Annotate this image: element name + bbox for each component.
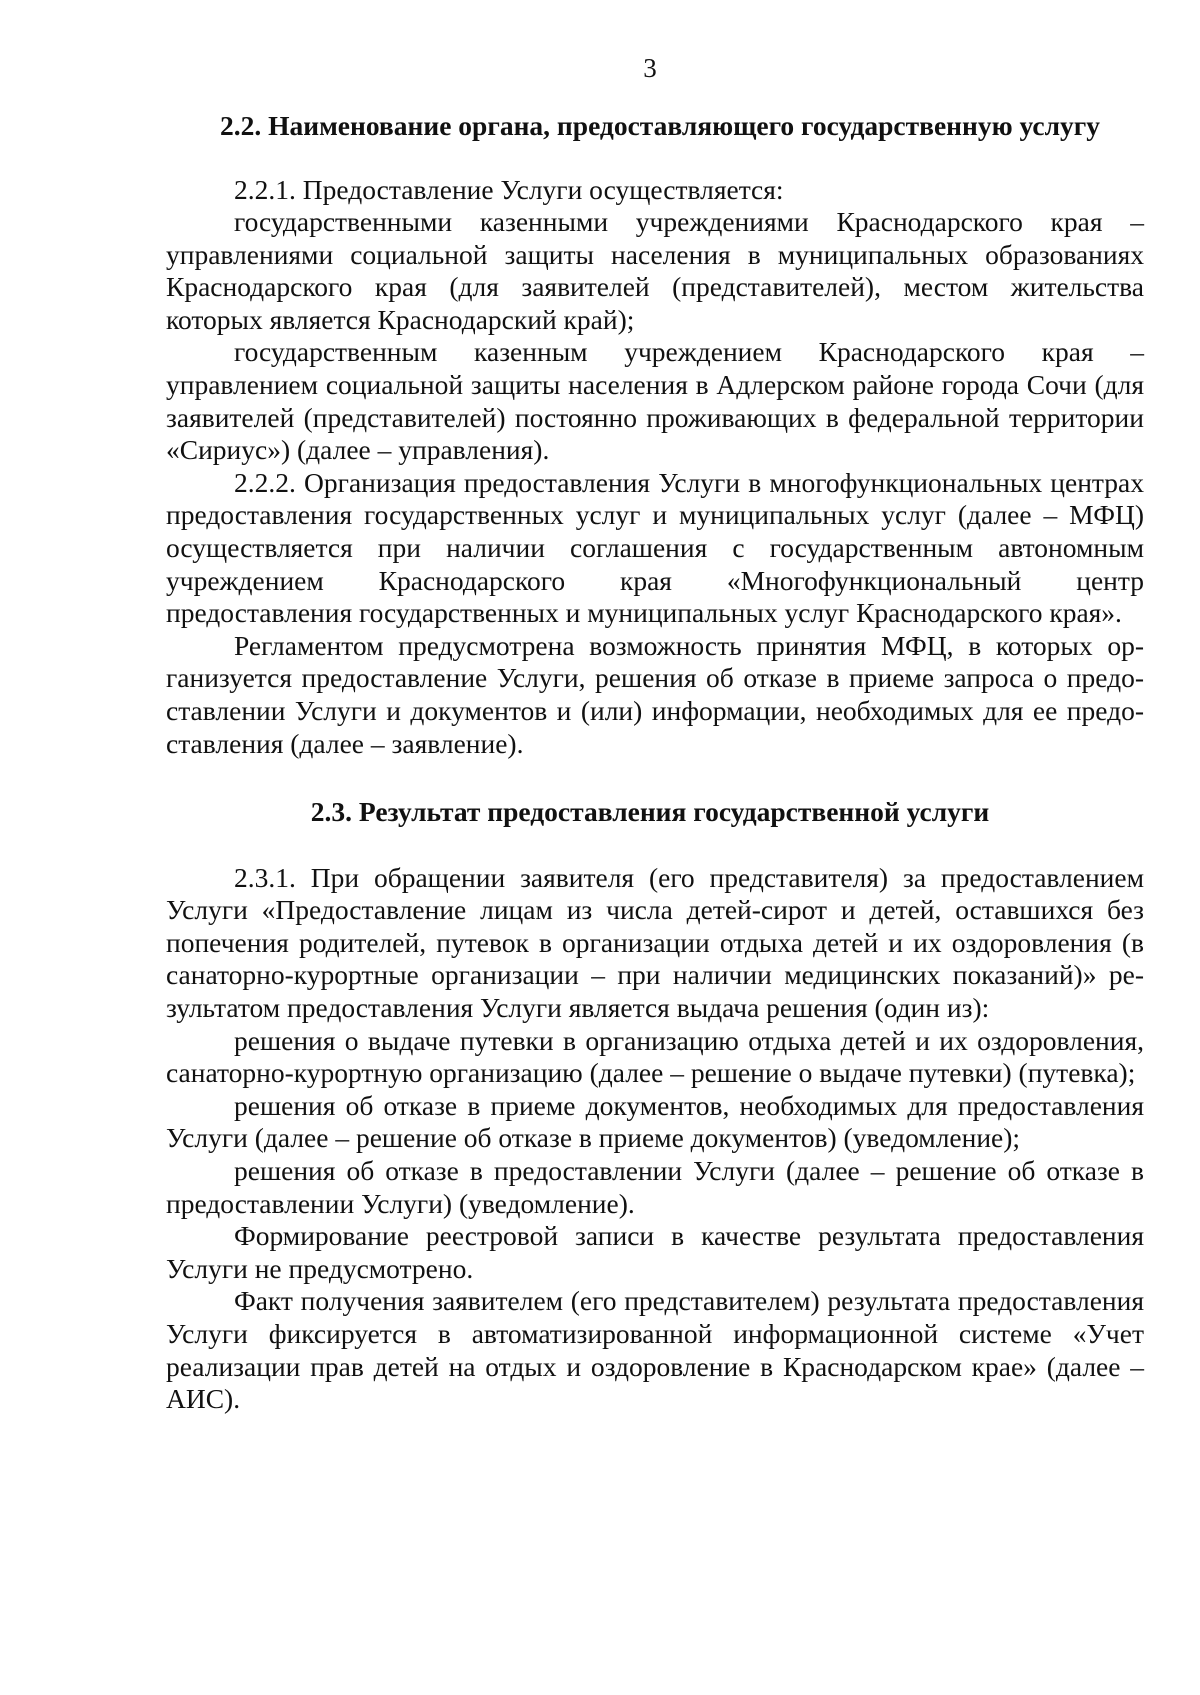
document-body xyxy=(166,110,1144,1416)
paragraph-voucher-decision: решения о выдаче путевки в организацию отдыха детей и их оздоровления, санаторно-курортную организацию (далее – решение о выдаче путевки) (путевка); xyxy=(166,1024,1144,1089)
paragraph-documents-refusal: решения об отказе в приеме документов, необходимых для предоставления Услуги (далее – решение об отказе в приеме документов) (уведомление); xyxy=(166,1089,1144,1154)
paragraph-regional-institutions: государственными казенными учреждениями Краснодарского края – управлениями социальной защиты населения в муниципальных образованиях Краснодарского края (для заявителей (представителей), местом жительства которых является Краснодарский край); xyxy=(166,206,1144,335)
section-heading-2-3: 2.3. Результат предоставления государственной услуги xyxy=(310,796,990,828)
paragraph-ais-record: Факт получения заявителем (его представителем) результата предоставления Услуги фиксируется в автоматизированной информационной системе «Учет реализации прав детей на отдых и оздоровление в Краснодарском крае» (далее – АИС). xyxy=(166,1285,1144,1415)
paragraph-2-2-2: 2.2.2. Организация предоставления Услуги в многофункциональных центрах предоставления государственных услуг и муниципальных услуг (далее – МФЦ) осуществляется при наличии соглашения с государственным автономным учреждением Краснодарского края «Многофункциональный центр предоставления государственных и муниципальных услуг Краснодарского края». xyxy=(166,466,1144,629)
section-heading-2-2: 2.2. Наименование органа, предоставляющего государственную услугу xyxy=(219,110,1101,141)
paragraph-2-2-1: 2.2.1. Предоставление Услуги осуществляется: xyxy=(234,173,784,205)
paragraph-2-3-1: 2.3.1. При обращении заявителя (его представителя) за предоставлением Услуги «Предоставление лицам из числа детей-сирот и детей, оставшихся без попечения родителей, путевок в организации отдыха детей и их оздоровления (в санаторно-курортные организации – при наличии медицинских показаний)» результатом предоставления Услуги является выдача решения (один из): xyxy=(166,861,1144,1024)
paragraph-adler-institution: государственным казенным учреждением Краснодарского края – управлением социальной защиты населения в Адлерском районе города Сочи (для заявителей (представителей) постоянно проживающих в федеральной территории «Сириус») (далее – управления). xyxy=(166,336,1144,466)
page-number: 3 xyxy=(643,53,657,83)
paragraph-mfc-refusal: Регламентом предусмотрена возможность принятия МФЦ, в которых организуется предоставление Услуги, решения об отказе в приеме запроса о предоставлении Услуги и документов и (или) информации, необходимых для ее предоставления (далее – заявление). xyxy=(166,629,1144,759)
paragraph-registry-record: Формирование реестровой записи в качестве результата предоставления Услуги не предусмотрено. xyxy=(166,1220,1144,1284)
paragraph-service-refusal: решения об отказе в предоставлении Услуги (далее – решение об отказе в предоставлении Услуги) (уведомление). xyxy=(166,1155,1144,1219)
